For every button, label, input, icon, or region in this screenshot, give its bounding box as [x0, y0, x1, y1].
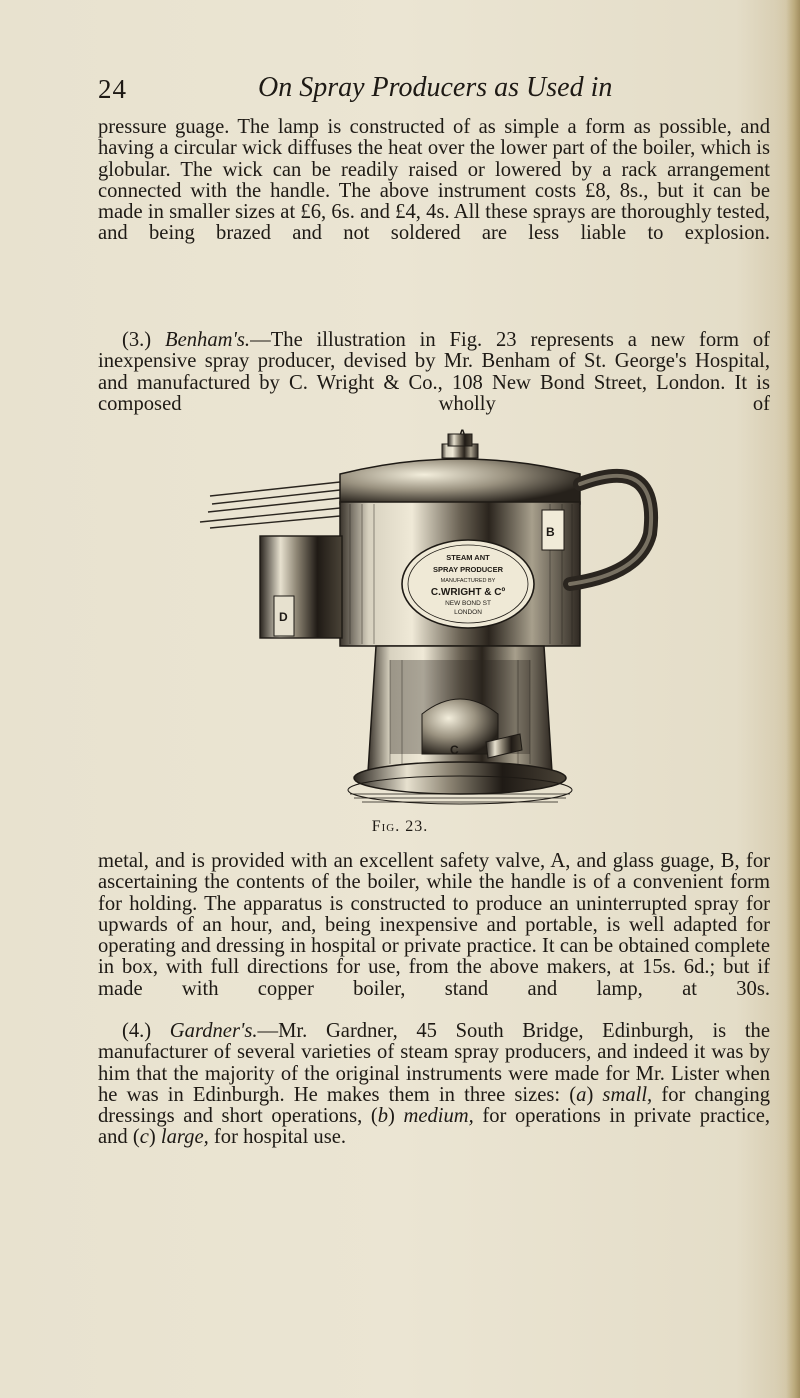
tube-d: [260, 536, 342, 638]
boiler-top: [340, 459, 580, 504]
section-number: (3.): [122, 329, 166, 351]
section-name: Gardner's.: [169, 1020, 258, 1042]
label-c: C: [450, 743, 459, 757]
plate-line-4: C.WRIGHT & Cº: [430, 587, 506, 598]
label-b: B: [546, 525, 555, 539]
paragraph-1: pressure guage. The lamp is constructed of as simple a form as possible, and having a circular wick diffuses the heat over the lower part of the boiler, which is globular. The wick can be readily raised or lowered by a rack arrangement connected with the handle. The above instrument costs £8, 8s., but it can be made in smaller sizes at £6, 6s. and £4, 4s. All these sprays are thoroughly tested, and being brazed and not soldered are less liable to explosion.: [98, 116, 770, 245]
spray-jets: [200, 482, 340, 528]
stand-base: [354, 762, 566, 794]
plate-line-2: SPRAY PRODUCER: [432, 565, 504, 574]
figure-caption: Fig. 23.: [371, 818, 429, 835]
paragraph-2: [98, 330, 770, 415]
plate-line-1: STEAM ANT: [446, 553, 490, 562]
plate-line-3: MANUFACTURED BY: [440, 578, 496, 584]
spray-producer-illustration: [190, 424, 670, 814]
section-name: Benham's.: [165, 329, 251, 351]
paragraph-3: metal, and is provided with an excellent safety valve, A, and glass guage, B, for ascertaining the contents of the boiler, while the handle is of a convenient form for holding. The apparatus is constructed to produce an uninterrupted spray for upwards of an hour, and, being inexpensive and portable, is well adapted for operating and dressing in hospital or private practice. It can be obtained complete in box, with full directions for use, from the above makers, at 15s. 6d.; but if made with copper boiler, stand and lamp, at 30s.: [98, 850, 770, 1000]
paragraph-4: (4.) Gardner's.—Mr. Gardner, 45 South Bridge, Edinburgh, is the manufacturer of several varieties of steam spray producers, and indeed it was by him that the majority of the original instruments were made for Mr. Lister when he was in Edinburgh. He makes them in three sizes: (a) small, for changing dressings and short operations, (b) medium, for operations in private practice, and (c) large, for hospital use.: [98, 1020, 771, 1149]
section-number: (4.): [122, 1020, 170, 1042]
running-head: On Spray Producers as Used in: [258, 72, 613, 103]
makers-plate: [402, 540, 534, 628]
plate-line-5: NEW BOND ST: [445, 600, 491, 607]
figure-spray-producer: [190, 424, 670, 814]
plate-line-6: LONDON: [454, 609, 482, 616]
page-header: [98, 72, 778, 112]
paragraph-2-text: —The illustration in Fig. 23 represents a new form of inexpensive spray producer, devised by Mr. Benham of St. George's Hospital, and manufactured by C. Wright & Co., 108 New Bond Street, London. It is composed wholly of: [98, 329, 771, 415]
handle: [570, 476, 651, 584]
label-d: D: [279, 610, 288, 624]
page-number: 24: [98, 74, 127, 104]
page-edge-shading: [786, 0, 800, 1398]
